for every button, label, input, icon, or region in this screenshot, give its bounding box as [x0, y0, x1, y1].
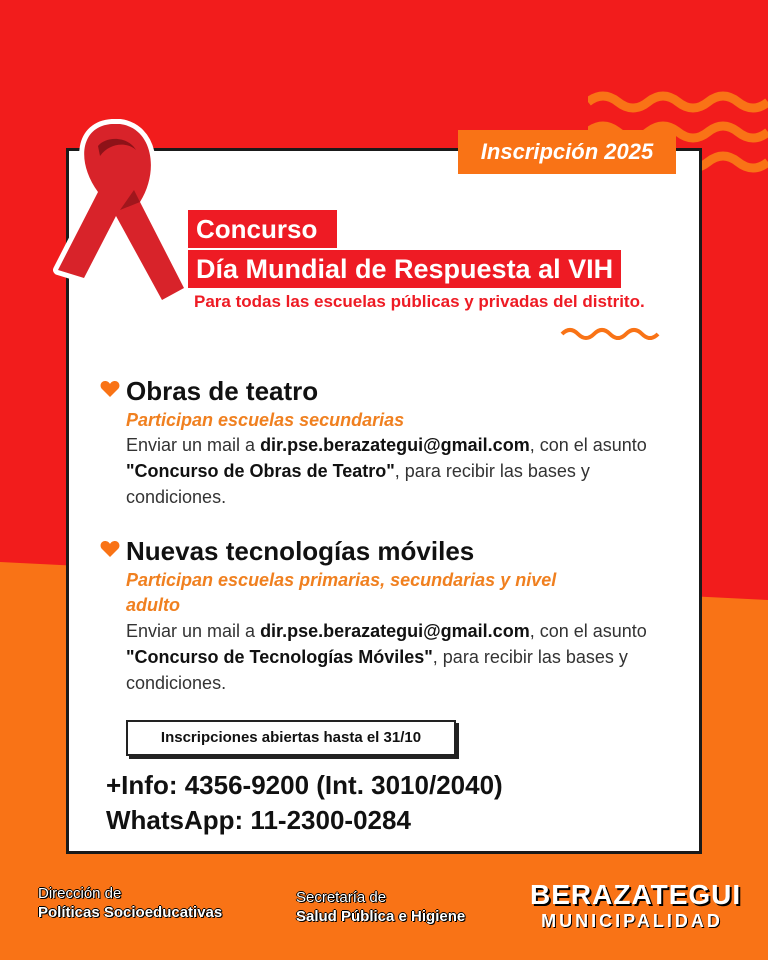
heart-icon — [100, 380, 120, 398]
section-title: Nuevas tecnologías móviles — [126, 536, 475, 566]
registration-badge: Inscripción 2025 — [458, 130, 676, 174]
body-suffix: , para recibir las bases y condiciones. — [126, 647, 628, 693]
section-audience: Participan escuelas primarias, secundarias y nivel adulto — [126, 570, 557, 615]
title-line-2: Día Mundial de Respuesta al VIH — [188, 250, 621, 288]
footer-department-2 — [296, 888, 465, 926]
email-subject: "Concurso de Tecnologías Móviles" — [126, 647, 433, 667]
info-phone[interactable]: +Info: 4356-9200 (Int. 3010/2040) — [106, 770, 503, 800]
body-prefix: Enviar un mail a — [126, 621, 261, 641]
body-mid: , con el asunto — [529, 435, 647, 455]
section-title: Obras de teatro — [126, 376, 319, 406]
body-mid: , con el asunto — [529, 621, 647, 641]
brand-line2: MUNICIPALIDAD — [541, 911, 723, 931]
dept1-line2: Políticas Socioeducativas — [38, 904, 223, 921]
deadline-box: Inscripciones abiertas hasta el 31/10 — [126, 720, 456, 756]
contact-email[interactable]: dir.pse.berazategui@gmail.com — [260, 621, 530, 641]
footer-department-1 — [38, 884, 222, 922]
title-line-1: Concurso — [188, 210, 337, 250]
body-suffix: , para recibir las bases y condiciones. — [126, 461, 590, 507]
dept1-line1: Dirección de — [38, 885, 122, 902]
red-ribbon-icon — [50, 112, 190, 308]
dept2-line2: Salud Pública e Higiene — [296, 908, 466, 925]
email-subject: "Concurso de Obras de Teatro" — [126, 461, 395, 481]
section-audience: Participan escuelas secundarias — [126, 410, 405, 430]
subtitle: Para todas las escuelas públicas y privadas del distrito. — [194, 292, 645, 311]
decorative-squiggle — [560, 326, 660, 340]
body-prefix: Enviar un mail a — [126, 435, 261, 455]
dept2-line1: Secretaría de — [296, 889, 387, 906]
contact-email[interactable]: dir.pse.berazategui@gmail.com — [260, 435, 530, 455]
heart-icon — [100, 540, 120, 558]
brand-line1: BERAZATEGUI — [530, 879, 742, 910]
section-body — [126, 432, 666, 510]
info-whatsapp[interactable]: WhatsApp: 11-2300-0284 — [106, 805, 411, 835]
municipality-logo — [530, 879, 742, 932]
section-body — [126, 618, 666, 696]
